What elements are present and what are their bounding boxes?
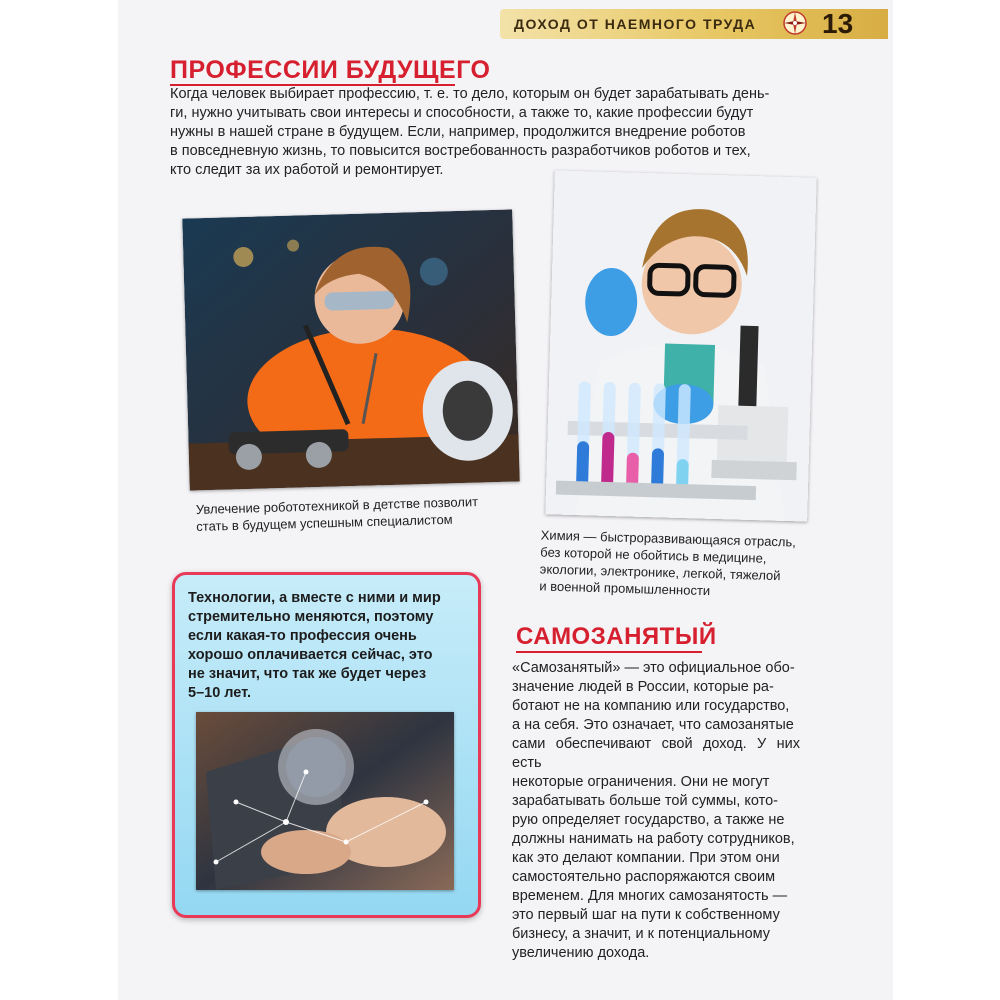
section-heading-self-employed: САМОЗАНЯТЫЙ [516,623,717,650]
callout-line: 5–10 лет. [188,685,252,701]
text-line: значение людей в России, которые ра- [512,679,774,695]
section-header-title: ДОХОД ОТ НАЕМНОГО ТРУДА [514,16,757,32]
callout-line: хорошо оплачивается сейчас, это [188,647,433,663]
chemistry-caption [539,526,796,601]
caption-line: и военной промышленности [539,578,711,599]
text-line: в повседневную жизнь, то повысится востребованность разработчиков роботов и тех, [170,143,751,159]
caption-line: без которой не обойтись в медицине, [540,544,767,566]
caption-line: экологии, электронике, легкой, тяжелой [539,561,781,584]
callout-line: не значит, что так же будет через [188,666,427,682]
text-line: «Самозанятый» — это официальное обо- [512,660,795,676]
text-line: самостоятельно распоряжаются своим [512,869,776,885]
text-line: ботают не на компанию или государство, [512,698,790,714]
text-line: как это делают компании. При этом они [512,850,780,866]
text-line: ги, нужно учитывать свои интересы и способности, а также то, какие профессии будут [170,105,754,121]
text-line: рую определяет государство, а также не [512,812,785,828]
text-line: сами обеспечивают свой доход. У них есть [512,736,800,771]
robotics-photo [182,209,519,490]
callout-line: Технологии, а вместе с ними и мир [188,590,441,606]
callout-text [188,589,463,703]
text-line: некоторые ограничения. Они не могут [512,774,770,790]
text-line: а на себя. Это означает, что самозанятые [512,717,794,733]
caption-line: стать в будущем успешным специалистом [196,511,453,534]
text-line: зарабатывать больше той суммы, кото- [512,793,778,809]
text-line: должны нанимать на работу сотрудников, [512,831,795,847]
caption-line: Химия — быстроразвивающаяся отрасль, [540,527,797,550]
callout-line: если какая-то профессия очень [188,628,417,644]
caption-line: Увлечение робототехникой в детстве позволит [195,494,479,517]
technology-photo [196,712,454,890]
compass-rose-icon [782,10,808,36]
intro-paragraph [170,85,830,180]
text-line: это первый шаг на пути к собственному [512,907,780,923]
text-line: временем. Для многих самозанятость — [512,888,788,904]
text-line: бизнесу, а значит, и к потенциальному [512,926,771,942]
callout-line: стремительно меняются, поэтому [188,609,434,625]
text-line: увеличению дохода. [512,945,650,961]
text-line: нужны в нашей стране в будущем. Если, например, продолжится внедрение роботов [170,124,746,140]
self-employed-paragraph [512,659,800,963]
text-line: Когда человек выбирает профессию, т. е. то дело, которым он будет зарабатывать день- [170,86,770,102]
text-line: кто следит за их работой и ремонтирует. [170,162,444,178]
heading-underline [516,651,702,653]
section-heading-professions: ПРОФЕССИИ БУДУЩЕГО [170,56,491,84]
page-number: 13 [822,8,854,39]
chemistry-photo [545,170,817,521]
